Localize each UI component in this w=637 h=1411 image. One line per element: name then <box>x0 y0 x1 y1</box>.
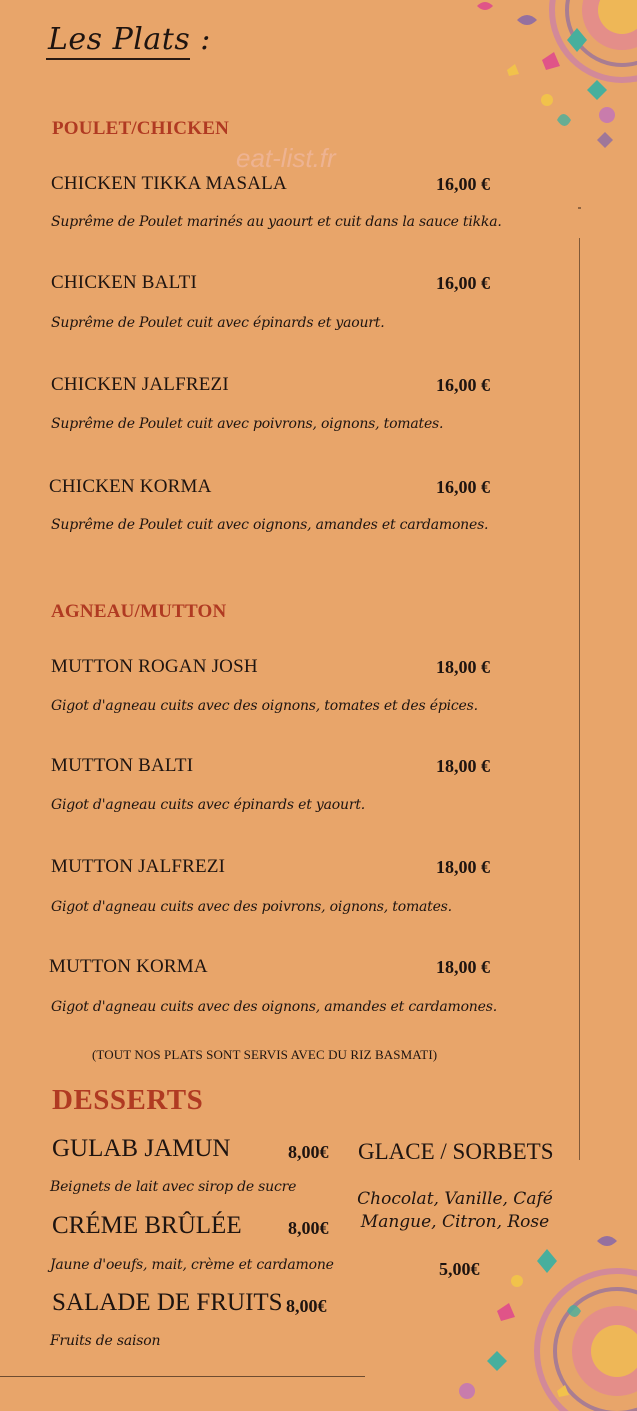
dish-price: 18,00 € <box>436 857 490 877</box>
dessert-description: Fruits de saison <box>50 1333 161 1349</box>
dish-description: Suprême de Poulet marinés au yaourt et cuit dans la sauce tikka. <box>51 214 502 230</box>
dish-description: Gigot d'agneau cuits avec épinards et yaourt. <box>51 797 365 813</box>
page-title: Les Plats : <box>48 22 211 57</box>
dish-price: 18,00 € <box>436 756 490 776</box>
dessert-price: 8,00€ <box>288 1218 329 1238</box>
section-heading-desserts: DESSERTS <box>52 1084 204 1116</box>
dessert-description: Jaune d'oeufs, mait, crème et cardamone <box>50 1257 334 1273</box>
dessert-price: 8,00€ <box>286 1296 327 1316</box>
dish-name: CHICKEN KORMA <box>49 476 212 497</box>
dish-description: Suprême de Poulet cuit avec poivrons, oignons, tomates. <box>51 416 444 432</box>
glace-price: 5,00€ <box>439 1259 480 1279</box>
dish-description: Gigot d'agneau cuits avec des poivrons, oignons, tomates. <box>51 899 452 915</box>
title-underline <box>46 58 190 60</box>
dish-name: CHICKEN JALFREZI <box>51 374 229 395</box>
dessert-price: 8,00€ <box>288 1142 329 1162</box>
mandala-decoration-top <box>447 0 637 150</box>
dish-name: CHICKEN TIKKA MASALA <box>51 173 287 194</box>
dish-price: 16,00 € <box>436 375 490 395</box>
glace-flavors-line1: Chocolat, Vanille, Café <box>357 1189 553 1209</box>
dessert-name: SALADE DE FRUITS <box>52 1289 283 1316</box>
dish-name: CHICKEN BALTI <box>51 272 197 293</box>
dish-name: MUTTON KORMA <box>49 956 208 977</box>
dish-price: 16,00 € <box>436 273 490 293</box>
glace-sorbets-title: GLACE / SORBETS <box>358 1139 554 1164</box>
dessert-description: Beignets de lait avec sirop de sucre <box>50 1179 297 1195</box>
dish-description: Suprême de Poulet cuit avec épinards et yaourt. <box>51 315 385 331</box>
dish-price: 16,00 € <box>436 477 490 497</box>
dish-price: 18,00 € <box>436 957 490 977</box>
dish-price: 18,00 € <box>436 657 490 677</box>
bottom-rule <box>0 1376 365 1377</box>
mandala-decoration-bottom <box>447 1221 637 1411</box>
dessert-name: CRÉME BRÛLÉE <box>52 1212 242 1239</box>
watermark: eat-list.fr <box>236 143 336 173</box>
section-heading-chicken: POULET/CHICKEN <box>52 118 229 139</box>
divider-tick <box>578 207 581 209</box>
dish-description: Suprême de Poulet cuit avec oignons, amandes et cardamones. <box>51 517 489 533</box>
dish-description: Gigot d'agneau cuits avec des oignons, amandes et cardamones. <box>51 999 497 1015</box>
section-heading-mutton: AGNEAU/MUTTON <box>51 601 227 622</box>
dish-name: MUTTON ROGAN JOSH <box>51 656 258 677</box>
rice-note: (TOUT NOS PLATS SONT SERVIS AVEC DU RIZ BASMATI) <box>92 1047 438 1062</box>
glace-flavors-line2: Mangue, Citron, Rose <box>360 1212 550 1232</box>
dish-name: MUTTON JALFREZI <box>51 856 226 877</box>
dessert-name: GULAB JAMUN <box>52 1135 231 1162</box>
dish-name: MUTTON BALTI <box>51 755 194 776</box>
vertical-divider <box>579 238 580 1160</box>
dish-description: Gigot d'agneau cuits avec des oignons, tomates et des épices. <box>51 698 478 714</box>
dish-price: 16,00 € <box>436 174 490 194</box>
